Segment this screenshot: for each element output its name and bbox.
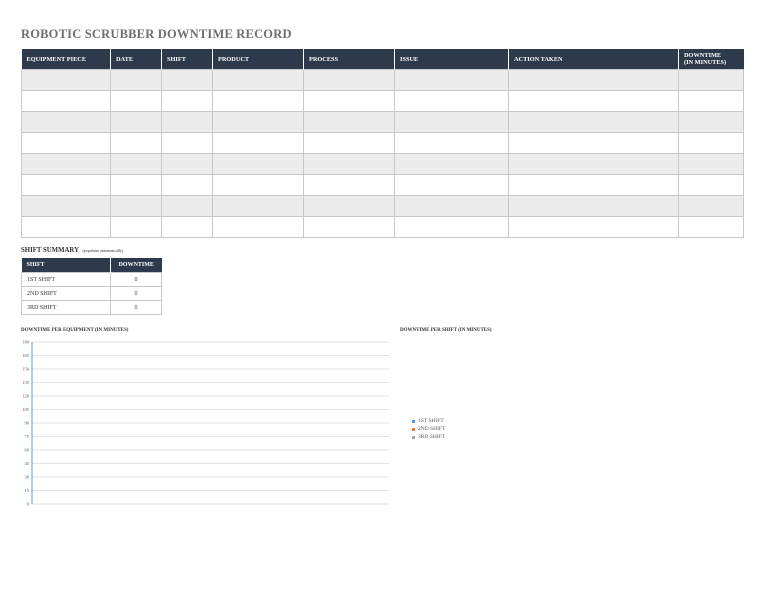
log-cell[interactable] [162,175,213,196]
summary-row [22,287,162,301]
log-cell[interactable] [395,217,509,238]
log-cell[interactable] [304,70,395,91]
y-tick-label: 120 [22,393,29,399]
log-cell[interactable] [111,175,162,196]
log-cell[interactable] [111,217,162,238]
log-cell[interactable] [395,91,509,112]
log-cell[interactable] [679,133,744,154]
equipment-downtime-chart [14,336,394,508]
equipment-chart-title: DOWNTIME PER EQUIPMENT (IN MINUTES) [21,328,129,333]
header-issue: ISSUE [395,49,509,70]
log-cell[interactable] [679,196,744,217]
log-row [22,175,744,196]
shift-chart-legend [412,417,445,441]
log-cell[interactable] [111,91,162,112]
log-cell[interactable] [111,112,162,133]
shift-summary-title: SHIFT SUMMARY [21,247,79,254]
log-row [22,154,744,175]
log-cell[interactable] [304,217,395,238]
header-product: PRODUCT [213,49,304,70]
legend-label: 1ST SHIFT [418,418,444,424]
legend-label: 2ND SHIFT [418,426,446,432]
log-cell[interactable] [22,70,111,91]
log-cell[interactable] [509,91,679,112]
legend-swatch [412,436,415,439]
header-date: DATE [111,49,162,70]
log-cell[interactable] [395,175,509,196]
shift-summary-heading [21,247,123,254]
log-cell[interactable] [679,154,744,175]
summary-shift-label: 2ND SHIFT [22,287,111,301]
log-cell[interactable] [304,133,395,154]
shift-summary-note: (populates automatically) [82,248,124,253]
y-tick-label: 30 [24,474,29,480]
y-tick-label: 0 [26,501,29,507]
log-cell[interactable] [22,196,111,217]
legend-item [412,425,445,433]
log-cell[interactable] [395,154,509,175]
log-cell[interactable] [395,112,509,133]
y-tick-label: 45 [24,461,29,466]
log-cell[interactable] [22,175,111,196]
log-header-row [22,49,744,70]
log-cell[interactable] [22,217,111,238]
log-cell[interactable] [509,196,679,217]
log-cell[interactable] [213,175,304,196]
log-cell[interactable] [213,196,304,217]
header-action-taken: ACTION TAKEN [509,49,679,70]
log-cell[interactable] [304,154,395,175]
log-cell[interactable] [395,196,509,217]
log-cell[interactable] [509,175,679,196]
log-cell[interactable] [162,133,213,154]
log-cell[interactable] [304,91,395,112]
y-tick-label: 180 [22,339,29,345]
log-cell[interactable] [22,91,111,112]
log-cell[interactable] [509,70,679,91]
log-cell[interactable] [213,217,304,238]
y-tick-label: 150 [22,366,29,372]
log-cell[interactable] [679,175,744,196]
log-cell[interactable] [111,70,162,91]
summary-header-downtime: DOWNTIME [111,258,162,273]
summary-downtime-value: 0 [111,273,162,287]
log-cell[interactable] [22,154,111,175]
y-tick-label: 135 [22,380,29,385]
header-downtime: DOWNTIME (IN MINUTES) [679,49,744,70]
summary-header-row [22,258,162,273]
summary-downtime-value: 0 [111,301,162,315]
log-cell[interactable] [395,70,509,91]
log-cell[interactable] [304,175,395,196]
log-cell[interactable] [213,112,304,133]
log-cell[interactable] [213,154,304,175]
header-equipment-piece: EQUIPMENT PIECE [22,49,111,70]
log-row [22,70,744,91]
log-row [22,196,744,217]
log-cell[interactable] [679,70,744,91]
legend-label: 3RD SHIFT [418,434,446,440]
summary-row [22,273,162,287]
log-cell[interactable] [162,217,213,238]
log-cell[interactable] [162,70,213,91]
log-cell[interactable] [679,112,744,133]
log-cell[interactable] [679,91,744,112]
shift-summary-table [21,258,162,315]
summary-shift-label: 3RD SHIFT [22,301,111,315]
shift-chart-title: DOWNTIME PER SHIFT (IN MINUTES) [400,328,492,333]
downtime-log-table [21,49,744,238]
legend-swatch [412,420,415,423]
log-cell[interactable] [509,154,679,175]
log-cell[interactable] [213,70,304,91]
log-cell[interactable] [111,196,162,217]
summary-downtime-value: 0 [111,287,162,301]
log-cell[interactable] [22,112,111,133]
log-cell[interactable] [162,112,213,133]
y-tick-label: 90 [24,420,29,426]
legend-swatch [412,428,415,431]
y-tick-label: 60 [24,447,29,453]
legend-item [412,417,445,425]
header-shift: SHIFT [162,49,213,70]
log-cell[interactable] [111,133,162,154]
log-cell[interactable] [213,91,304,112]
log-row [22,217,744,238]
log-cell[interactable] [304,196,395,217]
log-cell[interactable] [395,133,509,154]
summary-row [22,301,162,315]
summary-header-shift: SHIFT [22,258,111,273]
log-cell[interactable] [111,154,162,175]
log-cell[interactable] [162,91,213,112]
log-cell[interactable] [509,217,679,238]
log-row [22,112,744,133]
header-process: PROCESS [304,49,395,70]
log-row [22,91,744,112]
log-cell[interactable] [162,154,213,175]
log-row [22,133,744,154]
log-cell[interactable] [509,133,679,154]
log-cell[interactable] [213,133,304,154]
y-tick-label: 105 [22,407,29,412]
log-cell[interactable] [509,112,679,133]
legend-item [412,433,445,441]
log-cell[interactable] [22,133,111,154]
y-tick-label: 75 [24,434,29,439]
log-cell[interactable] [304,112,395,133]
summary-shift-label: 1ST SHIFT [22,273,111,287]
y-tick-label: 15 [24,488,29,493]
log-cell[interactable] [679,217,744,238]
y-tick-label: 165 [22,353,29,358]
page-title: ROBOTIC SCRUBBER DOWNTIME RECORD [21,27,292,41]
log-cell[interactable] [162,196,213,217]
